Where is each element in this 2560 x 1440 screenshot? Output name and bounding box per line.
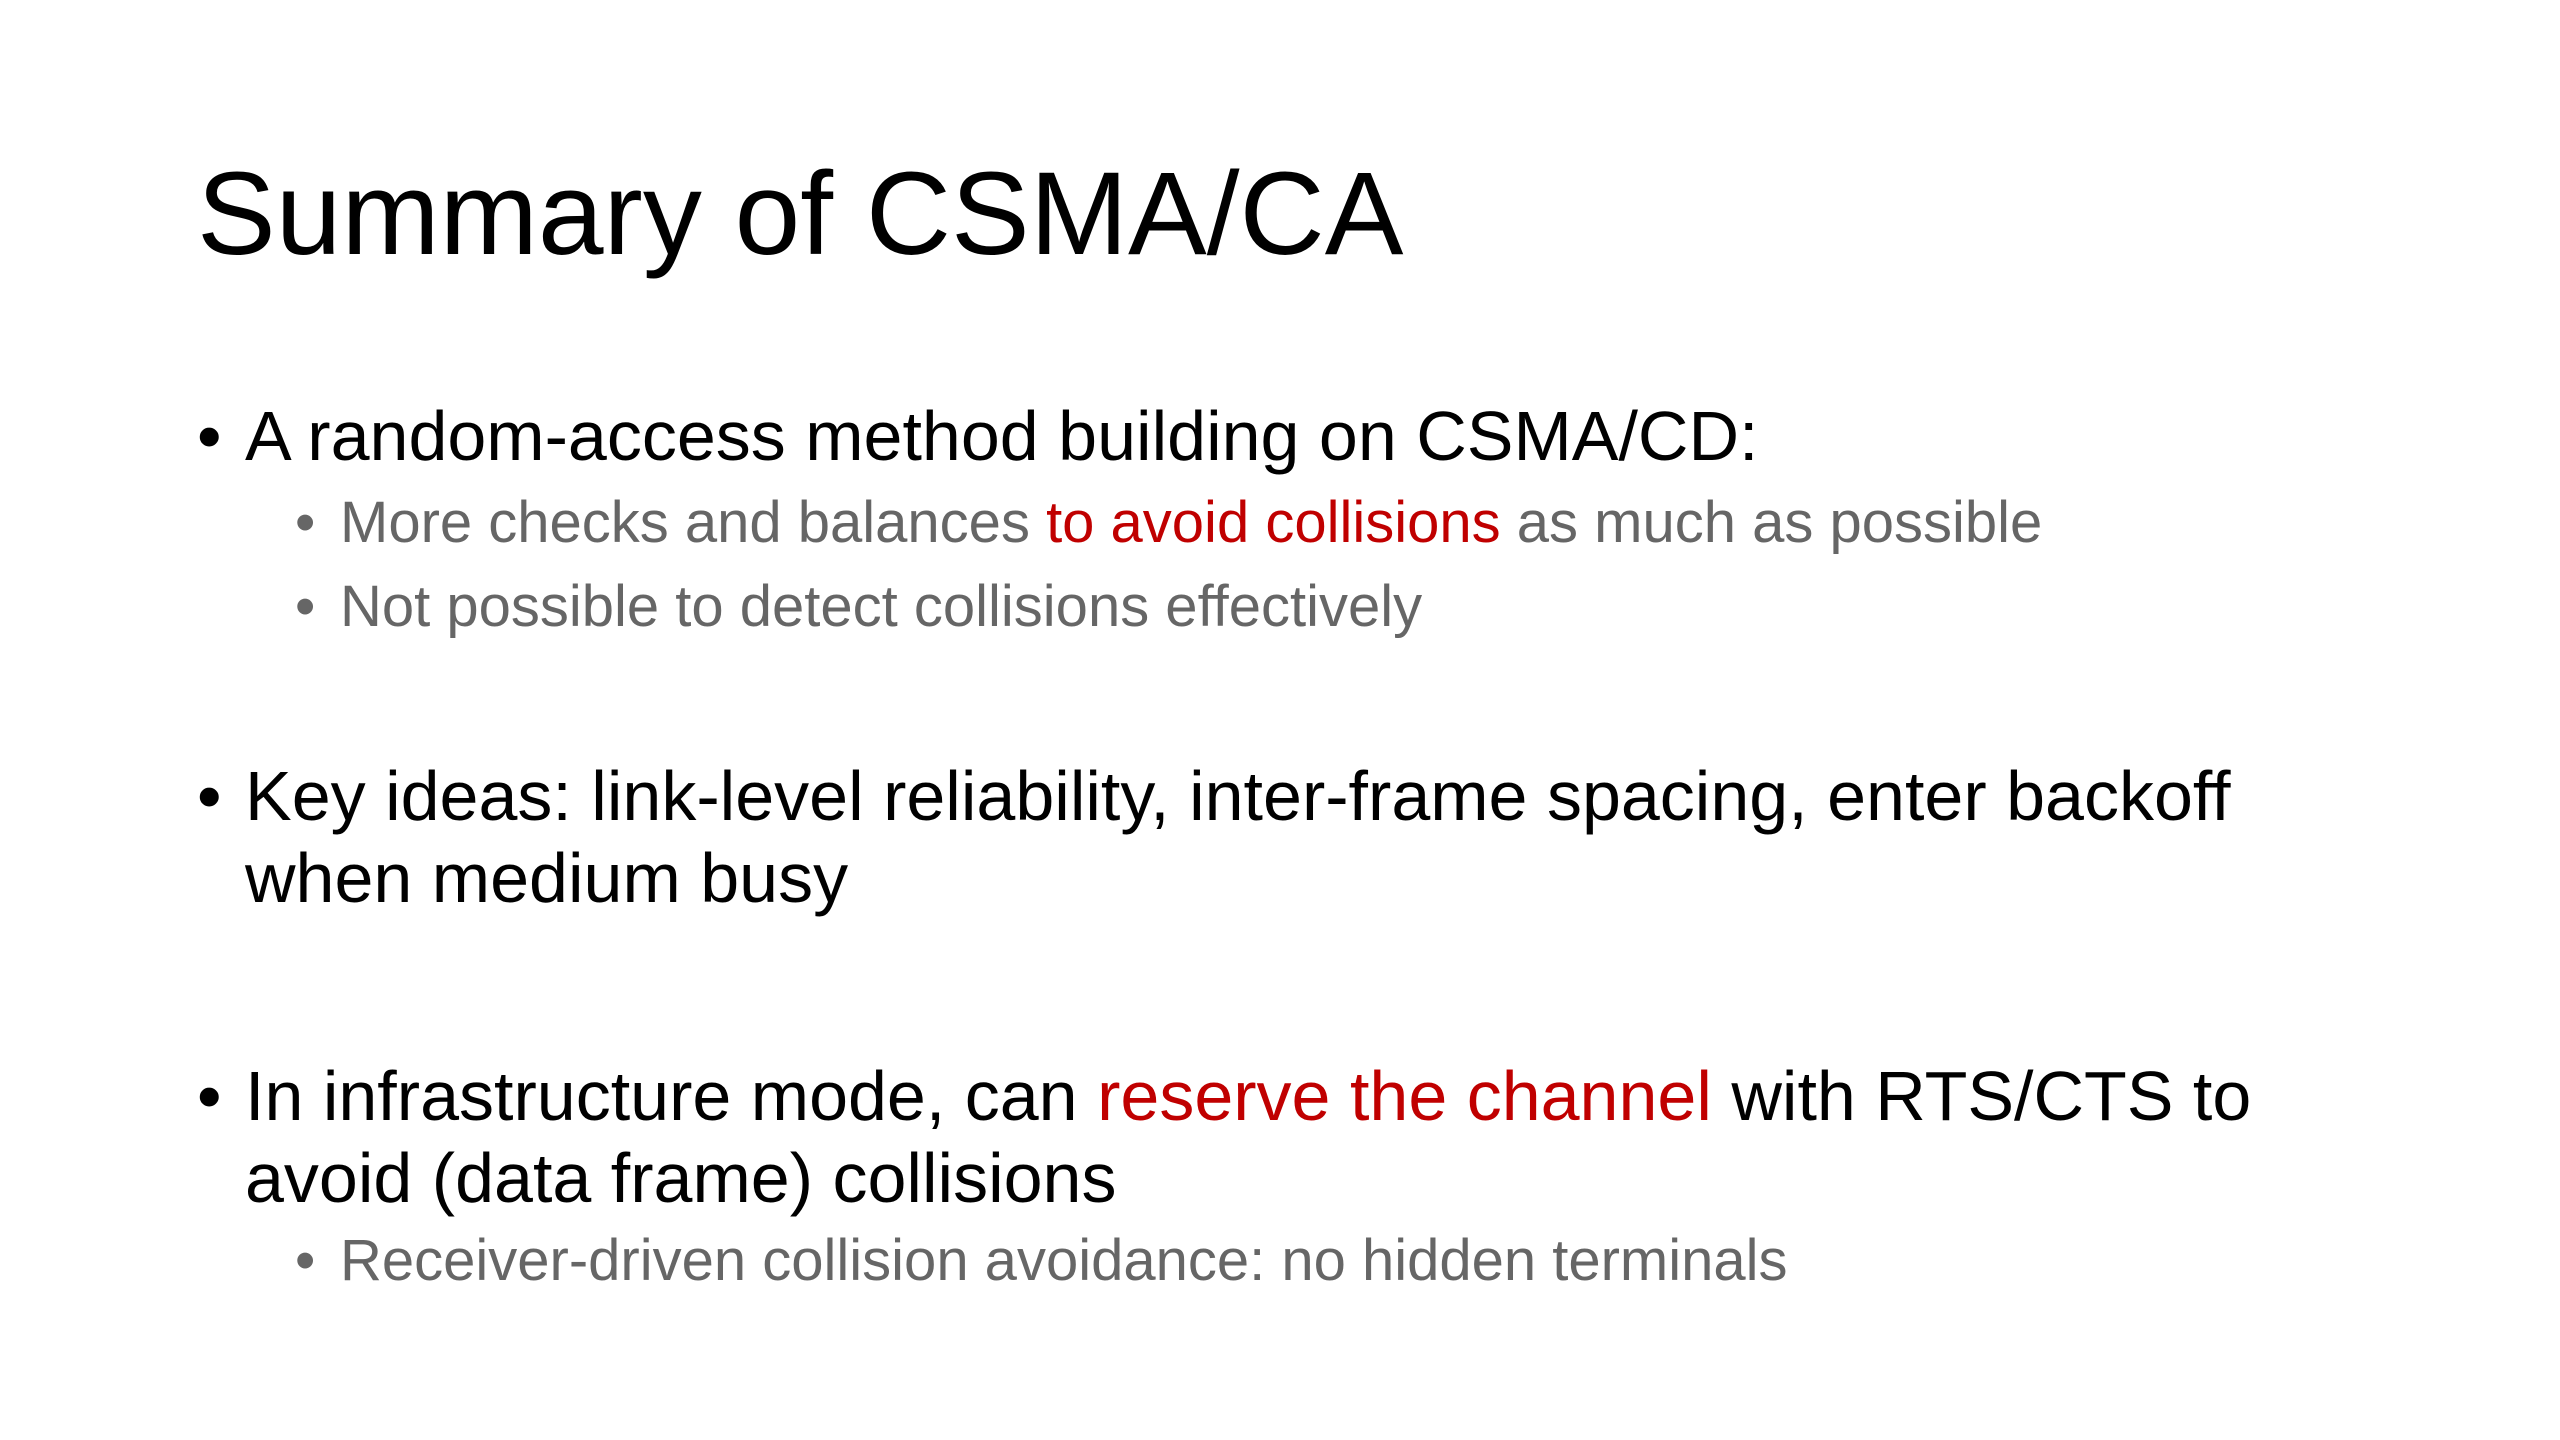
bullet-random-access xyxy=(197,395,2397,649)
bullet-text: Key ideas: link-level reliability, inter-frame spacing, enter backoff when medium busy xyxy=(245,757,2231,917)
sub-bullet-detect-collisions xyxy=(295,565,2397,649)
sub-text-post: as much as possible xyxy=(1500,490,2043,555)
bullet-dot: • xyxy=(197,397,222,475)
bullet-key-ideas xyxy=(197,755,2397,919)
bullet-text xyxy=(245,1055,2397,1219)
bullet-text-post: with RTS/CTS to avoid (data frame) collisions xyxy=(245,1057,2252,1217)
sub-bullet-text: Receiver-driven collision avoidance: no hidden terminals xyxy=(340,1228,1788,1293)
bullet-dot: • xyxy=(197,1057,222,1135)
bullet-infrastructure-mode xyxy=(197,1055,2397,1303)
highlight-reserve-channel: reserve the channel xyxy=(1097,1057,1712,1135)
sub-bullet-dot: • xyxy=(295,574,316,639)
sub-text-pre: More checks and balances xyxy=(340,490,1047,555)
highlight-avoid-collisions: to avoid collisions xyxy=(1046,490,1501,555)
sub-bullet-checks-balances xyxy=(295,481,2397,565)
sub-bullet-text xyxy=(340,481,2042,565)
sub-bullet-dot: • xyxy=(295,490,316,555)
bullet-text: A random-access method building on CSMA/CD: xyxy=(245,397,1759,475)
slide-title: Summary of CSMA/CA xyxy=(197,148,1404,280)
sub-bullet-dot: • xyxy=(295,1228,316,1293)
bullet-dot: • xyxy=(197,757,222,835)
sub-bullet-text: Not possible to detect collisions effectively xyxy=(340,574,1423,639)
sub-bullet-receiver-driven xyxy=(295,1219,2397,1303)
bullet-text-pre: In infrastructure mode, can xyxy=(245,1057,1098,1135)
